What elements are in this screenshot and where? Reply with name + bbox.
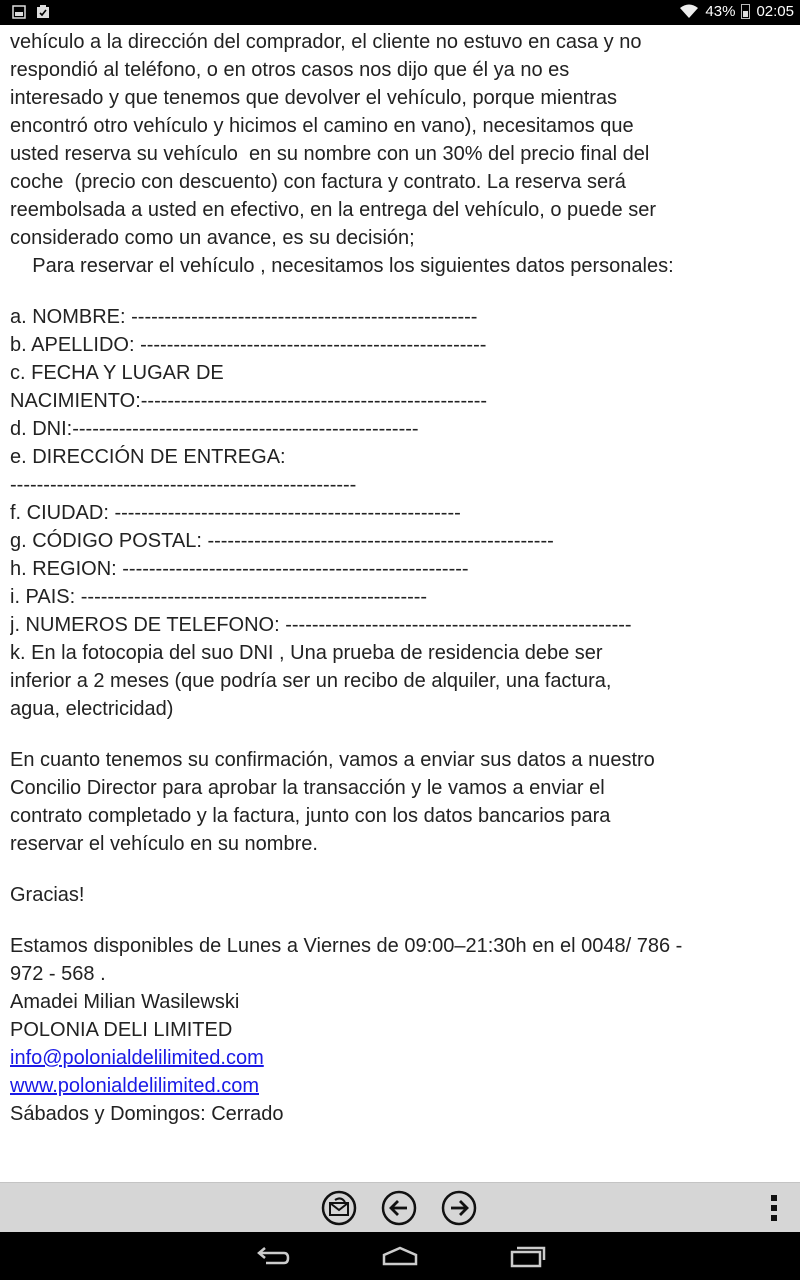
back-button[interactable]: [252, 1240, 292, 1272]
text-line: interesado y que tenemos que devolver el vehículo, porque mientras: [10, 87, 618, 109]
system-nav-bar: [0, 1232, 800, 1280]
field-region: h. REGION: ----------------------------------------------------: [10, 558, 469, 580]
clock: 02:05: [756, 3, 794, 20]
reply-icon: [321, 1190, 357, 1226]
field-ciudad: f. CIUDAD: ----------------------------------------------------: [10, 502, 461, 524]
field-nacimiento: NACIMIENTO:----------------------------------------------------: [10, 390, 488, 412]
status-bar: [0, 0, 800, 25]
wifi-icon: [679, 4, 699, 19]
email-body: [10, 28, 790, 1178]
text-line: contrato completado y la factura, junto con los datos bancarios para: [10, 805, 611, 827]
field-fecha-lugar: c. FECHA Y LUGAR DE: [10, 362, 224, 384]
text-line: reservar el vehículo en su nombre.: [10, 833, 318, 855]
company-name: POLONIA DELI LIMITED: [10, 1019, 233, 1041]
previous-button[interactable]: [380, 1189, 418, 1227]
field-codigo-postal: g. CÓDIGO POSTAL: ----------------------------------------------------: [10, 530, 554, 552]
availability-text: Estamos disponibles de Lunes a Viernes de 09:00–21:30h en el 0048/ 786 -: [10, 935, 683, 957]
field-dni: d. DNI:----------------------------------------------------: [10, 418, 419, 440]
field-dni-copy-cont: inferior a 2 meses (que podría ser un recibo de alquiler, una factura,: [10, 670, 612, 692]
text-line: coche (precio con descuento) con factura y contrato. La reserva será: [10, 171, 626, 193]
recents-icon: [509, 1244, 547, 1268]
text-line: En cuanto tenemos su confirmación, vamos a enviar sus datos a nuestro: [10, 749, 655, 771]
website-link[interactable]: www.polonialdelilimited.com: [10, 1075, 259, 1097]
field-apellido: b. APELLIDO: ----------------------------------------------------: [10, 334, 487, 356]
text-line: vehículo a la dirección del comprador, el cliente no estuvo en casa y no: [10, 31, 642, 53]
reply-button[interactable]: [320, 1189, 358, 1227]
thanks-text: Gracias!: [10, 884, 85, 906]
text-line: reembolsada a usted en efectivo, en la entrega del vehículo, o puede ser: [10, 199, 656, 221]
text-line: encontró otro vehículo y hicimos el camino en vano), necesitamos que: [10, 115, 634, 137]
home-button[interactable]: [380, 1240, 420, 1272]
intro-paragraph: [10, 28, 790, 280]
email-link[interactable]: info@polonialdelilimited.com: [10, 1047, 264, 1069]
message-toolbar: [0, 1182, 800, 1232]
image-icon: [12, 5, 26, 19]
clipboard-check-icon: [36, 5, 50, 19]
field-nombre: a. NOMBRE: ----------------------------------------------------: [10, 306, 478, 328]
field-dni-copy: k. En la fotocopia del suo DNI , Una prueba de residencia debe ser: [10, 642, 603, 664]
battery-icon: [741, 4, 750, 19]
text-line: usted reserva su vehículo en su nombre con un 30% del precio final del: [10, 143, 650, 165]
confirmation-paragraph: [10, 746, 790, 858]
availability-text: 972 - 568 .: [10, 963, 106, 985]
next-button[interactable]: [440, 1189, 478, 1227]
battery-percent: 43%: [705, 3, 736, 20]
previous-icon: [381, 1190, 417, 1226]
recents-button[interactable]: [508, 1240, 548, 1272]
weekend-hours: Sábados y Domingos: Cerrado: [10, 1103, 284, 1125]
text-line: considerado como un avance, es su decisión;: [10, 227, 415, 249]
field-dni-copy-cont: agua, electricidad): [10, 698, 174, 720]
field-pais: i. PAIS: ----------------------------------------------------: [10, 586, 428, 608]
status-indicators: [679, 3, 794, 20]
next-icon: [441, 1190, 477, 1226]
signature: [10, 932, 790, 1128]
text-line: Concilio Director para aprobar la transacción y le vamos a enviar el: [10, 777, 605, 799]
text-line: Para reservar el vehículo , necesitamos los siguientes datos personales:: [10, 255, 674, 277]
home-icon: [381, 1245, 419, 1267]
field-telefono: j. NUMEROS DE TELEFONO: ----------------------------------------------------: [10, 614, 632, 636]
overflow-menu-icon[interactable]: [770, 1195, 778, 1221]
form-fields-list: [10, 303, 790, 723]
notification-icons: [12, 5, 50, 19]
back-icon: [254, 1245, 290, 1267]
sender-name: Amadei Milian Wasilewski: [10, 991, 240, 1013]
text-line: respondió al teléfono, o en otros casos nos dijo que él ya no es: [10, 59, 570, 81]
field-direccion: e. DIRECCIÓN DE ENTREGA:: [10, 446, 286, 468]
field-direccion-blank: ----------------------------------------------------: [10, 474, 357, 496]
